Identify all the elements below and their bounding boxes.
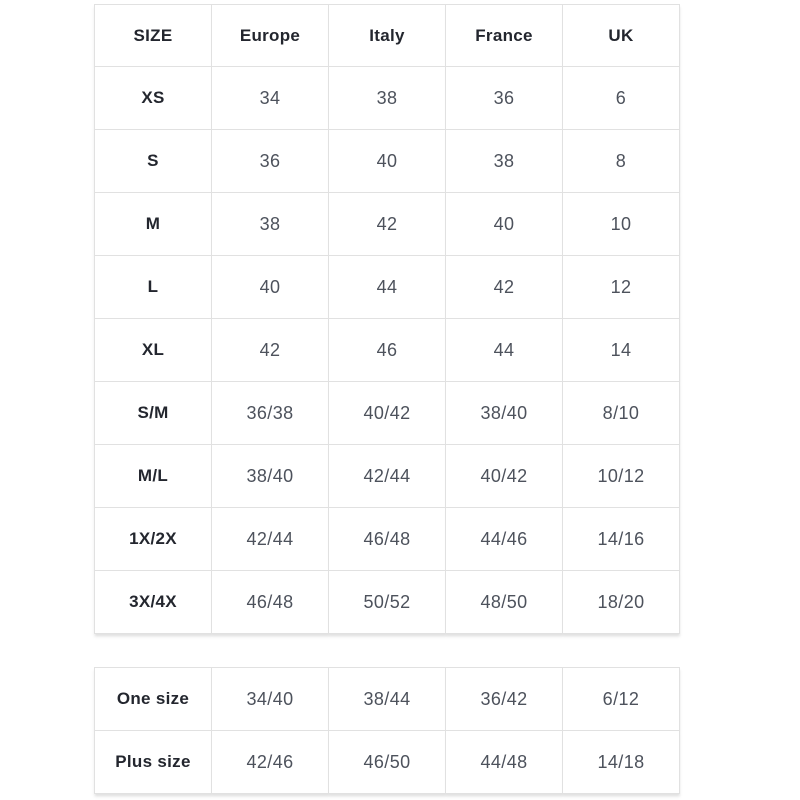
size-value-cell: 46 [329, 319, 446, 382]
size-value-cell: 6 [563, 67, 680, 130]
table-row [95, 193, 680, 256]
size-label-cell: One size [95, 668, 212, 731]
size-value-cell: 42/46 [212, 731, 329, 794]
size-value-cell: 14 [563, 319, 680, 382]
size-value-cell: 42 [329, 193, 446, 256]
size-value-cell: 36 [212, 130, 329, 193]
column-header-france: France [446, 5, 563, 67]
size-label-cell: S [95, 130, 212, 193]
size-label-cell: Plus size [95, 731, 212, 794]
size-value-cell: 36/42 [446, 668, 563, 731]
size-value-cell: 38/40 [212, 445, 329, 508]
size-value-cell: 44/46 [446, 508, 563, 571]
size-value-cell: 34 [212, 67, 329, 130]
size-label-cell: S/M [95, 382, 212, 445]
size-value-cell: 38 [446, 130, 563, 193]
size-value-cell: 42 [212, 319, 329, 382]
size-value-cell: 40/42 [446, 445, 563, 508]
size-table-body [95, 67, 680, 634]
size-value-cell: 36 [446, 67, 563, 130]
size-table-header [95, 5, 680, 67]
size-value-cell: 18/20 [563, 571, 680, 634]
size-value-cell: 44/48 [446, 731, 563, 794]
column-header-uk: UK [563, 5, 680, 67]
size-value-cell: 8 [563, 130, 680, 193]
table-row [95, 130, 680, 193]
table-row [95, 668, 680, 731]
table-row [95, 571, 680, 634]
size-value-cell: 42 [446, 256, 563, 319]
size-value-cell: 8/10 [563, 382, 680, 445]
size-label-cell: XL [95, 319, 212, 382]
special-sizes-table [94, 667, 680, 794]
table-row [95, 256, 680, 319]
size-value-cell: 36/38 [212, 382, 329, 445]
size-value-cell: 44 [446, 319, 563, 382]
size-label-cell: 1X/2X [95, 508, 212, 571]
table-row [95, 731, 680, 794]
size-value-cell: 42/44 [329, 445, 446, 508]
header-row [95, 5, 680, 67]
size-value-cell: 38 [212, 193, 329, 256]
size-value-cell: 46/48 [212, 571, 329, 634]
size-value-cell: 14/16 [563, 508, 680, 571]
size-value-cell: 46/50 [329, 731, 446, 794]
size-label-cell: M/L [95, 445, 212, 508]
size-value-cell: 48/50 [446, 571, 563, 634]
size-value-cell: 40 [212, 256, 329, 319]
size-value-cell: 40 [446, 193, 563, 256]
size-value-cell: 46/48 [329, 508, 446, 571]
size-value-cell: 38 [329, 67, 446, 130]
table-row [95, 67, 680, 130]
size-value-cell: 38/40 [446, 382, 563, 445]
size-value-cell: 34/40 [212, 668, 329, 731]
size-value-cell: 10/12 [563, 445, 680, 508]
size-value-cell: 40/42 [329, 382, 446, 445]
size-label-cell: XS [95, 67, 212, 130]
size-conversion-table [94, 4, 680, 634]
size-value-cell: 44 [329, 256, 446, 319]
table-row [95, 508, 680, 571]
special-sizes-table-body [95, 668, 680, 794]
size-value-cell: 12 [563, 256, 680, 319]
table-row [95, 319, 680, 382]
column-header-europe: Europe [212, 5, 329, 67]
size-value-cell: 38/44 [329, 668, 446, 731]
size-value-cell: 14/18 [563, 731, 680, 794]
column-header-italy: Italy [329, 5, 446, 67]
size-value-cell: 50/52 [329, 571, 446, 634]
column-header-size: SIZE [95, 5, 212, 67]
size-label-cell: 3X/4X [95, 571, 212, 634]
size-value-cell: 40 [329, 130, 446, 193]
size-value-cell: 6/12 [563, 668, 680, 731]
table-row [95, 382, 680, 445]
size-label-cell: L [95, 256, 212, 319]
size-value-cell: 42/44 [212, 508, 329, 571]
size-label-cell: M [95, 193, 212, 256]
table-row [95, 445, 680, 508]
size-value-cell: 10 [563, 193, 680, 256]
